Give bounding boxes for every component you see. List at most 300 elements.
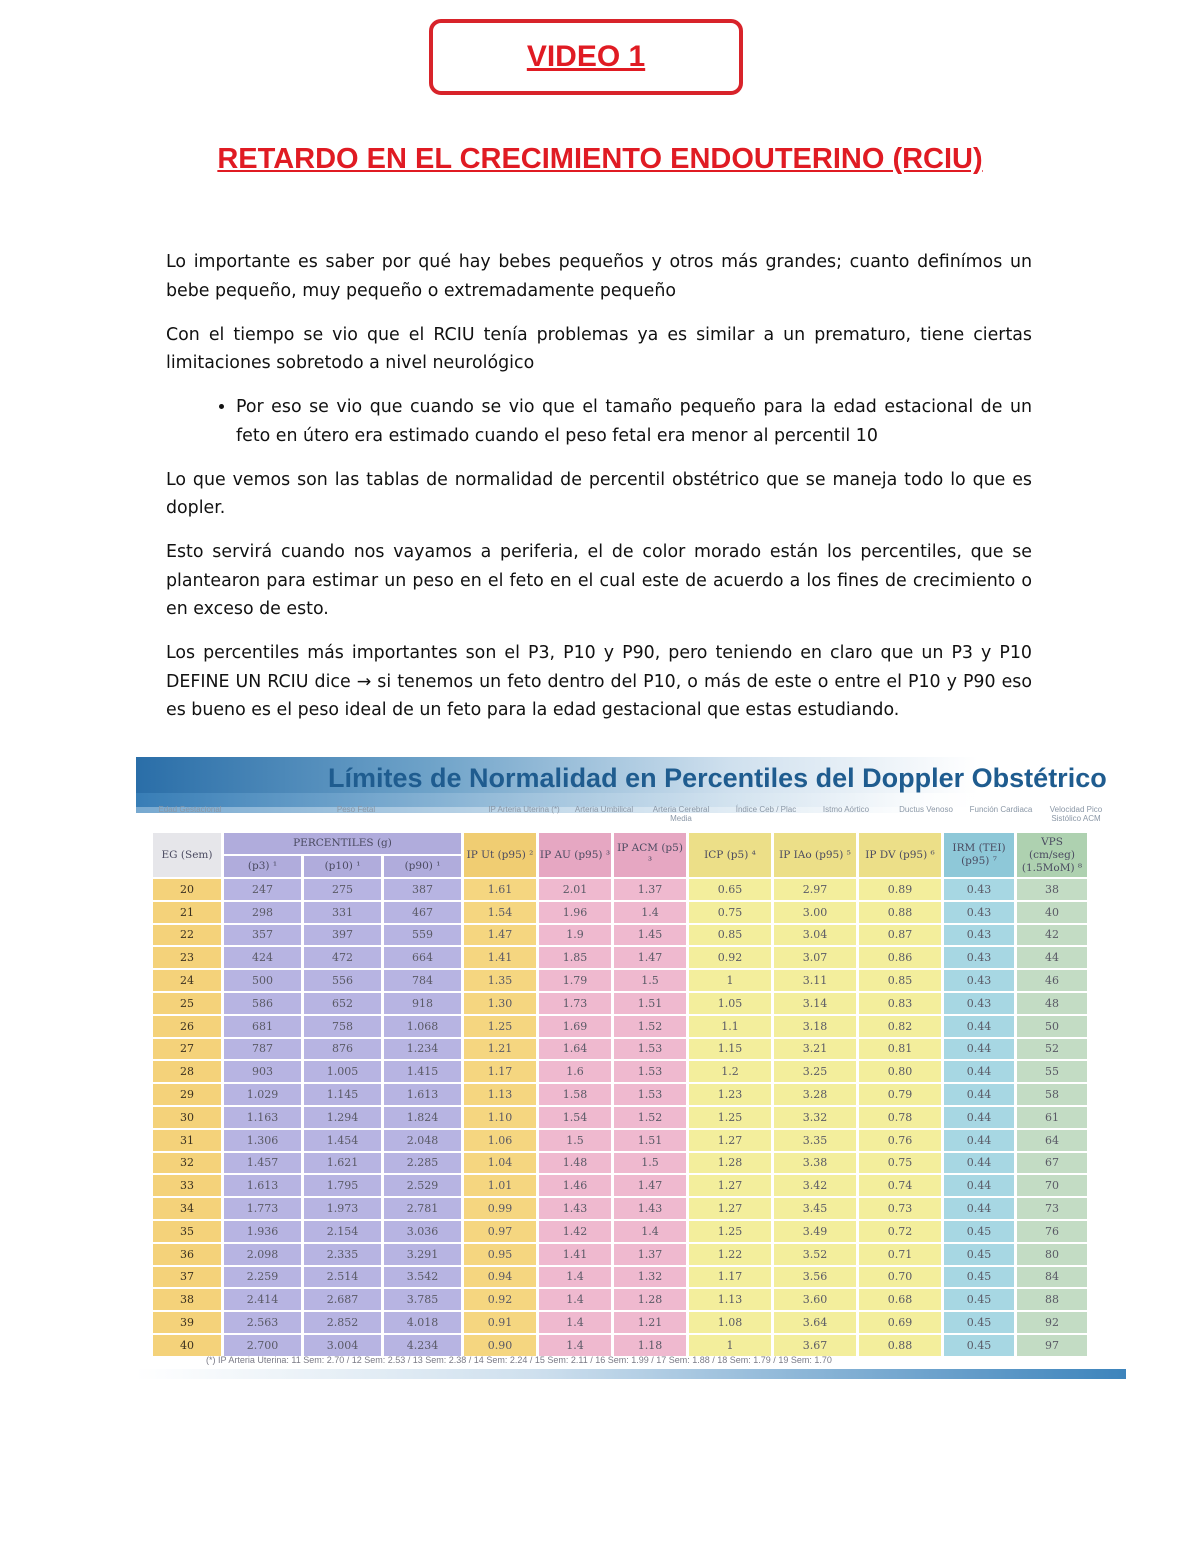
cell-eg: 28 [153,1061,221,1082]
cell-p90: 1.613 [384,1084,461,1105]
cell-ip-au: 1.4 [539,1267,611,1288]
cell-ip-ut: 0.90 [464,1335,536,1356]
table-row [153,1084,1087,1105]
cell-irm: 0.43 [944,879,1014,900]
cell-p90: 387 [384,879,461,900]
cell-irm: 0.45 [944,1244,1014,1265]
group-label: Peso Fetal [336,805,376,814]
cell-ip-iao: 3.64 [774,1312,856,1333]
cell-ip-dv: 0.76 [859,1130,941,1151]
cell-eg: 37 [153,1267,221,1288]
cell-ip-acm: 1.43 [614,1198,686,1219]
cell-p10: 1.005 [304,1061,381,1082]
cell-ip-dv: 0.78 [859,1107,941,1128]
group-label: Arteria Cerebral Media [652,805,710,823]
cell-ip-iao: 3.21 [774,1039,856,1060]
cell-ip-ut: 1.21 [464,1039,536,1060]
cell-ip-dv: 0.87 [859,925,941,946]
cell-ip-au: 1.6 [539,1061,611,1082]
paragraph-5: Los percentiles más importantes son el P3, P10 y P90, pero teniendo en claro que un P3 y P10 DEFINE UN RCIU dice → si tenemos un feto dentro del P10, o más de este o entre el P10 y P90 eso es bueno es el peso ideal de un feto para la edad gestacional que estas estudiando. [166,643,1032,720]
cell-ip-iao: 3.32 [774,1107,856,1128]
cell-ip-acm: 1.28 [614,1289,686,1310]
cell-vps: 92 [1017,1312,1087,1333]
cell-p3: 1.306 [224,1130,301,1151]
cell-ip-au: 1.96 [539,902,611,923]
cell-ip-ut: 1.41 [464,947,536,968]
cell-ip-au: 1.4 [539,1335,611,1356]
cell-ip-iao: 3.60 [774,1289,856,1310]
cell-ip-dv: 0.71 [859,1244,941,1265]
cell-irm: 0.44 [944,1039,1014,1060]
cell-ip-ut: 1.30 [464,993,536,1014]
header-vps: VPS (cm/seg) (1.5MoM) ⁸ [1017,833,1087,877]
table-row [153,1061,1087,1082]
group-label: Función Cardiaca [969,805,1033,814]
paragraph-4: Esto servirá cuando nos vayamos a periferia, el de color morado están los percentiles, que se plantearon para estimar un peso en el feto en el cual este de acuerdo a los fines de crecimiento o en exceso de esto. [166,542,1032,619]
cell-ip-iao: 3.49 [774,1221,856,1242]
group-label: Velocidad Pico Sistólico ACM [1049,805,1103,823]
cell-eg: 38 [153,1289,221,1310]
cell-p90: 4.018 [384,1312,461,1333]
cell-vps: 97 [1017,1335,1087,1356]
paragraph-2: Con el tiempo se vio que el RCIU tenía problemas ya es similar a un prematuro, tiene ciertas limitaciones sobretodo a nivel neurológico [166,324,1032,373]
cell-p3: 2.563 [224,1312,301,1333]
cell-vps: 88 [1017,1289,1087,1310]
cell-ip-iao: 3.07 [774,947,856,968]
header-ip-dv: IP DV (p95) ⁶ [859,833,941,877]
cell-vps: 84 [1017,1267,1087,1288]
cell-ip-acm: 1.4 [614,902,686,923]
cell-p10: 2.687 [304,1289,381,1310]
cell-ip-au: 1.41 [539,1244,611,1265]
cell-vps: 76 [1017,1221,1087,1242]
table-header-row [153,833,1087,854]
cell-p10: 472 [304,947,381,968]
cell-ip-acm: 1.51 [614,1130,686,1151]
group-label: IP Arteria Uterina (*) [488,805,560,814]
cell-p10: 1.294 [304,1107,381,1128]
cell-icp: 1.2 [689,1061,771,1082]
cell-icp: 1.23 [689,1084,771,1105]
cell-p90: 1.415 [384,1061,461,1082]
cell-ip-acm: 1.18 [614,1335,686,1356]
cell-ip-dv: 0.70 [859,1267,941,1288]
cell-irm: 0.44 [944,1153,1014,1174]
cell-ip-dv: 0.74 [859,1175,941,1196]
cell-ip-ut: 1.04 [464,1153,536,1174]
cell-ip-ut: 1.35 [464,970,536,991]
cell-ip-au: 1.4 [539,1289,611,1310]
cell-icp: 1.25 [689,1107,771,1128]
cell-ip-dv: 0.88 [859,1335,941,1356]
header-irm: IRM (TEI) (p95) ⁷ [944,833,1014,877]
cell-ip-ut: 1.54 [464,902,536,923]
cell-p3: 586 [224,993,301,1014]
cell-irm: 0.44 [944,1061,1014,1082]
cell-eg: 27 [153,1039,221,1060]
cell-vps: 73 [1017,1198,1087,1219]
cell-ip-acm: 1.4 [614,1221,686,1242]
cell-ip-acm: 1.37 [614,1244,686,1265]
cell-irm: 0.43 [944,970,1014,991]
cell-ip-iao: 3.67 [774,1335,856,1356]
cell-ip-ut: 1.25 [464,1016,536,1037]
cell-ip-dv: 0.75 [859,1153,941,1174]
table-row [153,1039,1087,1060]
cell-p3: 1.936 [224,1221,301,1242]
cell-irm: 0.43 [944,902,1014,923]
cell-ip-acm: 1.52 [614,1016,686,1037]
cell-ip-ut: 0.91 [464,1312,536,1333]
cell-ip-dv: 0.79 [859,1084,941,1105]
cell-ip-iao: 3.42 [774,1175,856,1196]
cell-ip-acm: 1.53 [614,1039,686,1060]
cell-eg: 25 [153,993,221,1014]
cell-p3: 1.457 [224,1153,301,1174]
video-label-box [429,19,743,95]
cell-eg: 40 [153,1335,221,1356]
cell-irm: 0.44 [944,1107,1014,1128]
cell-ip-au: 1.43 [539,1198,611,1219]
table-title: Límites de Normalidad en Percentiles del Doppler Obstétrico [328,763,1107,793]
cell-irm: 0.43 [944,925,1014,946]
cell-vps: 42 [1017,925,1087,946]
header-p10: (p10) ¹ [304,856,381,877]
cell-icp: 1 [689,970,771,991]
group-label: Edad Gestacional [158,805,222,814]
cell-ip-dv: 0.82 [859,1016,941,1037]
cell-p90: 1.824 [384,1107,461,1128]
paragraph-1: Lo importante es saber por qué hay bebes pequeños y otros más grandes; cuanto definímos un bebe pequeño, muy pequeño o extremadamente pequeño [166,252,1032,301]
cell-p10: 876 [304,1039,381,1060]
cell-ip-iao: 3.35 [774,1130,856,1151]
cell-icp: 0.92 [689,947,771,968]
cell-irm: 0.45 [944,1335,1014,1356]
cell-ip-dv: 0.69 [859,1312,941,1333]
cell-ip-ut: 1.47 [464,925,536,946]
table-row [153,1289,1087,1310]
cell-ip-iao: 3.00 [774,902,856,923]
cell-p90: 2.529 [384,1175,461,1196]
cell-p90: 784 [384,970,461,991]
cell-eg: 35 [153,1221,221,1242]
cell-ip-acm: 1.5 [614,1153,686,1174]
cell-ip-dv: 0.68 [859,1289,941,1310]
table-bottom-band [136,1369,1126,1379]
cell-icp: 1.22 [689,1244,771,1265]
cell-p90: 559 [384,925,461,946]
video-label: VIDEO 1 [526,40,646,73]
cell-ip-iao: 3.38 [774,1153,856,1174]
cell-ip-dv: 0.72 [859,1221,941,1242]
cell-ip-ut: 0.97 [464,1221,536,1242]
cell-eg: 32 [153,1153,221,1174]
table-row [153,1130,1087,1151]
cell-eg: 23 [153,947,221,968]
cell-ip-dv: 0.81 [859,1039,941,1060]
cell-icp: 1.1 [689,1016,771,1037]
cell-icp: 1.05 [689,993,771,1014]
cell-vps: 48 [1017,993,1087,1014]
cell-eg: 33 [153,1175,221,1196]
paragraph-3: Lo que vemos son las tablas de normalidad de percentil obstétrico que se maneja todo lo que es dopler. [166,469,1032,518]
cell-ip-iao: 3.04 [774,925,856,946]
cell-ip-au: 1.5 [539,1130,611,1151]
cell-ip-ut: 1.17 [464,1061,536,1082]
cell-p10: 1.621 [304,1153,381,1174]
cell-vps: 50 [1017,1016,1087,1037]
header-p90: (p90) ¹ [384,856,461,877]
cell-p3: 2.259 [224,1267,301,1288]
cell-eg: 36 [153,1244,221,1265]
table-row [153,902,1087,923]
cell-ip-au: 1.69 [539,1016,611,1037]
header-eg: EG (Sem) [153,833,221,877]
cell-ip-au: 1.42 [539,1221,611,1242]
cell-eg: 21 [153,902,221,923]
cell-ip-au: 1.54 [539,1107,611,1128]
cell-ip-ut: 1.10 [464,1107,536,1128]
cell-irm: 0.45 [944,1267,1014,1288]
table-row [153,1198,1087,1219]
cell-ip-ut: 0.92 [464,1289,536,1310]
cell-p10: 2.514 [304,1267,381,1288]
cell-ip-iao: 3.14 [774,993,856,1014]
cell-ip-dv: 0.73 [859,1198,941,1219]
cell-ip-iao: 3.28 [774,1084,856,1105]
cell-vps: 44 [1017,947,1087,968]
cell-icp: 1 [689,1335,771,1356]
header-ip-iao: IP IAo (p95) ⁵ [774,833,856,877]
cell-ip-au: 1.48 [539,1153,611,1174]
cell-irm: 0.44 [944,1084,1014,1105]
doppler-table-image [136,757,1126,1379]
cell-p90: 4.234 [384,1335,461,1356]
cell-ip-acm: 1.21 [614,1312,686,1333]
cell-ip-acm: 1.37 [614,879,686,900]
cell-ip-au: 1.58 [539,1084,611,1105]
cell-icp: 1.25 [689,1221,771,1242]
cell-ip-ut: 0.94 [464,1267,536,1288]
cell-ip-acm: 1.51 [614,993,686,1014]
cell-icp: 1.27 [689,1175,771,1196]
cell-p10: 397 [304,925,381,946]
cell-vps: 67 [1017,1153,1087,1174]
cell-p10: 2.852 [304,1312,381,1333]
header-ip-acm: IP ACM (p5) ³ [614,833,686,877]
cell-ip-acm: 1.53 [614,1084,686,1105]
cell-ip-iao: 3.11 [774,970,856,991]
cell-ip-au: 1.73 [539,993,611,1014]
table-row [153,925,1087,946]
doppler-percentile-table [150,831,1090,1358]
cell-p3: 681 [224,1016,301,1037]
cell-p3: 424 [224,947,301,968]
cell-eg: 22 [153,925,221,946]
cell-ip-iao: 3.18 [774,1016,856,1037]
cell-vps: 38 [1017,879,1087,900]
cell-icp: 1.17 [689,1267,771,1288]
cell-irm: 0.43 [944,947,1014,968]
cell-ip-acm: 1.5 [614,970,686,991]
cell-p3: 357 [224,925,301,946]
cell-ip-iao: 3.45 [774,1198,856,1219]
cell-p10: 1.973 [304,1198,381,1219]
cell-ip-iao: 3.56 [774,1267,856,1288]
cell-p3: 1.029 [224,1084,301,1105]
cell-vps: 70 [1017,1175,1087,1196]
cell-icp: 0.85 [689,925,771,946]
cell-ip-acm: 1.32 [614,1267,686,1288]
cell-eg: 20 [153,879,221,900]
table-row [153,1221,1087,1242]
cell-p3: 500 [224,970,301,991]
cell-irm: 0.45 [944,1289,1014,1310]
cell-p90: 2.048 [384,1130,461,1151]
cell-icp: 1.27 [689,1198,771,1219]
cell-ip-au: 1.79 [539,970,611,991]
cell-ip-acm: 1.52 [614,1107,686,1128]
cell-p10: 1.454 [304,1130,381,1151]
cell-p90: 1.234 [384,1039,461,1060]
cell-p90: 918 [384,993,461,1014]
cell-ip-au: 1.46 [539,1175,611,1196]
cell-ip-dv: 0.88 [859,902,941,923]
cell-ip-au: 2.01 [539,879,611,900]
cell-eg: 29 [153,1084,221,1105]
cell-p3: 1.163 [224,1107,301,1128]
cell-p10: 556 [304,970,381,991]
cell-ip-ut: 1.06 [464,1130,536,1151]
cell-ip-acm: 1.47 [614,947,686,968]
cell-p90: 1.068 [384,1016,461,1037]
cell-ip-iao: 3.52 [774,1244,856,1265]
cell-ip-ut: 0.95 [464,1244,536,1265]
cell-icp: 1.08 [689,1312,771,1333]
cell-irm: 0.43 [944,993,1014,1014]
cell-irm: 0.44 [944,1016,1014,1037]
cell-ip-dv: 0.83 [859,993,941,1014]
cell-p3: 2.414 [224,1289,301,1310]
cell-eg: 31 [153,1130,221,1151]
cell-vps: 58 [1017,1084,1087,1105]
cell-p10: 275 [304,879,381,900]
cell-p3: 2.700 [224,1335,301,1356]
header-p3: (p3) ¹ [224,856,301,877]
cell-ip-dv: 0.80 [859,1061,941,1082]
table-row [153,1335,1087,1356]
cell-ip-ut: 1.13 [464,1084,536,1105]
cell-icp: 1.27 [689,1130,771,1151]
cell-eg: 30 [153,1107,221,1128]
cell-p3: 903 [224,1061,301,1082]
cell-p10: 1.145 [304,1084,381,1105]
cell-p3: 1.613 [224,1175,301,1196]
cell-irm: 0.44 [944,1130,1014,1151]
cell-ip-acm: 1.53 [614,1061,686,1082]
cell-ip-au: 1.64 [539,1039,611,1060]
cell-p10: 758 [304,1016,381,1037]
cell-icp: 0.75 [689,902,771,923]
cell-vps: 52 [1017,1039,1087,1060]
header-ip-au: IP AU (p95) ³ [539,833,611,877]
cell-eg: 26 [153,1016,221,1037]
cell-p10: 1.795 [304,1175,381,1196]
cell-irm: 0.45 [944,1221,1014,1242]
table-row [153,970,1087,991]
cell-p3: 247 [224,879,301,900]
cell-p90: 3.785 [384,1289,461,1310]
table-row [153,1312,1087,1333]
cell-p3: 1.773 [224,1198,301,1219]
table-row [153,1267,1087,1288]
cell-icp: 0.65 [689,879,771,900]
table-row [153,1175,1087,1196]
cell-eg: 39 [153,1312,221,1333]
cell-ip-iao: 3.25 [774,1061,856,1082]
cell-ip-iao: 2.97 [774,879,856,900]
cell-ip-dv: 0.85 [859,970,941,991]
cell-eg: 34 [153,1198,221,1219]
cell-p90: 2.285 [384,1153,461,1174]
cell-icp: 1.13 [689,1289,771,1310]
cell-icp: 1.15 [689,1039,771,1060]
cell-vps: 55 [1017,1061,1087,1082]
cell-p3: 2.098 [224,1244,301,1265]
cell-p90: 664 [384,947,461,968]
cell-p90: 2.781 [384,1198,461,1219]
table-row [153,993,1087,1014]
cell-p3: 298 [224,902,301,923]
cell-p10: 2.335 [304,1244,381,1265]
group-label: Ductus Venoso [899,805,953,814]
cell-p10: 3.004 [304,1335,381,1356]
cell-irm: 0.44 [944,1175,1014,1196]
cell-p90: 467 [384,902,461,923]
cell-ip-dv: 0.89 [859,879,941,900]
group-label: Arteria Umbilical [574,805,634,814]
group-label: Índice Ceb / Plac [735,805,797,814]
table-row [153,879,1087,900]
cell-ip-dv: 0.86 [859,947,941,968]
bullet-item-1: • Por eso se vio que cuando se vio que el tamaño pequeño para la edad estacional de un feto en útero era estimado cuando el peso fetal era menor al percentil 10 [236,393,1032,450]
table-footnote: (*) IP Arteria Uterina: 11 Sem: 2.70 / 12 Sem: 2.53 / 13 Sem: 2.38 / 14 Sem: 2.24 / 15 Sem: 2.11 / 16 Sem: 1.99 / 17 Sem: 1.88 / 18 Sem: 1.79 / 19 Sem: 1.70 [206,1355,832,1365]
cell-ip-au: 1.9 [539,925,611,946]
cell-irm: 0.45 [944,1312,1014,1333]
header-ip-ut: IP Ut (p95) ² [464,833,536,877]
cell-irm: 0.44 [944,1198,1014,1219]
cell-ip-ut: 0.99 [464,1198,536,1219]
cell-ip-ut: 1.01 [464,1175,536,1196]
cell-vps: 80 [1017,1244,1087,1265]
table-row [153,1244,1087,1265]
cell-ip-au: 1.4 [539,1312,611,1333]
cell-p3: 787 [224,1039,301,1060]
cell-ip-ut: 1.61 [464,879,536,900]
cell-vps: 46 [1017,970,1087,991]
cell-vps: 64 [1017,1130,1087,1151]
header-percentiles: PERCENTILES (g) [224,833,461,854]
cell-ip-acm: 1.47 [614,1175,686,1196]
table-row [153,1107,1087,1128]
cell-eg: 24 [153,970,221,991]
cell-icp: 1.28 [689,1153,771,1174]
table-row [153,1016,1087,1037]
cell-vps: 61 [1017,1107,1087,1128]
document-title: RETARDO EN EL CRECIMIENTO ENDOUTERINO (RCIU) [217,143,983,175]
cell-p10: 2.154 [304,1221,381,1242]
cell-p90: 3.036 [384,1221,461,1242]
